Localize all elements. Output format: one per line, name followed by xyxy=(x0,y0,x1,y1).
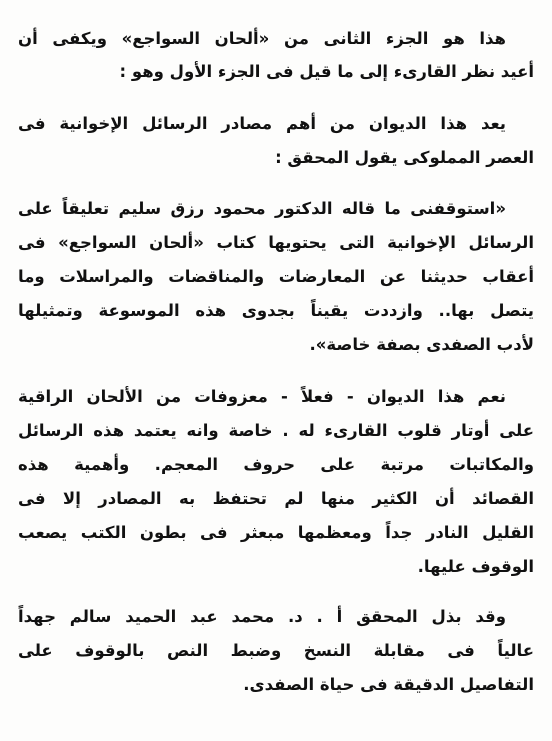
paragraph-1-line-2: أعيد نظر القارىء إلى ما قيل فى الجزء الأول وهو : xyxy=(119,62,534,81)
paragraph-3-line-5: لأدب الصفدى بصفة خاصة». xyxy=(309,335,534,354)
paragraph-4-line-5: القليل النادر جداً ومعظمها مبعثر فى بطون الكتب يصعب xyxy=(18,523,534,542)
paragraph-3-line-2: الرسائل الإخوانية التى يحتويها كتاب «ألحان السواجع» فى xyxy=(18,233,534,252)
paragraph-5-line-1: وقد بذل المحقق أ . د. محمد عبد الحميد سالم جهداً xyxy=(18,607,506,626)
paragraph-4-line-6: الوقوف عليها. xyxy=(417,557,534,576)
paragraph-3-line-3: أعقاب حديثنا عن المعارضات والمناقضات والمراسلات وما xyxy=(18,267,534,286)
paragraph-4-line-4: القصائد أن الكثير منها لم تحتفظ به المصادر إلا فى xyxy=(18,489,534,508)
paragraph-2-line-1: يعد هذا الديوان من أهم مصادر الرسائل الإخوانية فى xyxy=(18,114,506,133)
paragraph-4-line-2: على أوتار قلوب القارىء له . خاصة وانه يعتمد هذه الرسائل xyxy=(18,421,534,440)
paragraph-3-line-1: «استوقفنى ما قاله الدكتور محمود رزق سليم تعليقاً على xyxy=(18,199,506,218)
paragraph-3-line-4: يتصل بها.. وازددت يقيناً بجدوى هذه الموسوعة وتمثيلها xyxy=(18,301,534,320)
paragraph-4-line-1: نعم هذا الديوان - فعلاً - معزوفات من الألحان الراقية xyxy=(18,387,506,406)
paragraph-4-line-3: والمكاتبات مرتبة على حروف المعجم. وأهمية هذه xyxy=(18,455,534,474)
paragraph-5-line-2: عالياً فى مقابلة النسخ وضبط النص بالوقوف على xyxy=(18,641,534,660)
paragraph-1-line-1: هذا هو الجزء الثانى من «ألحان السواجع» ويكفى أن xyxy=(18,29,506,48)
paragraph-5-line-3: التفاصيل الدقيقة فى حياة الصفدى. xyxy=(243,675,534,694)
paragraph-2-line-2: العصر المملوكى يقول المحقق : xyxy=(275,148,534,167)
